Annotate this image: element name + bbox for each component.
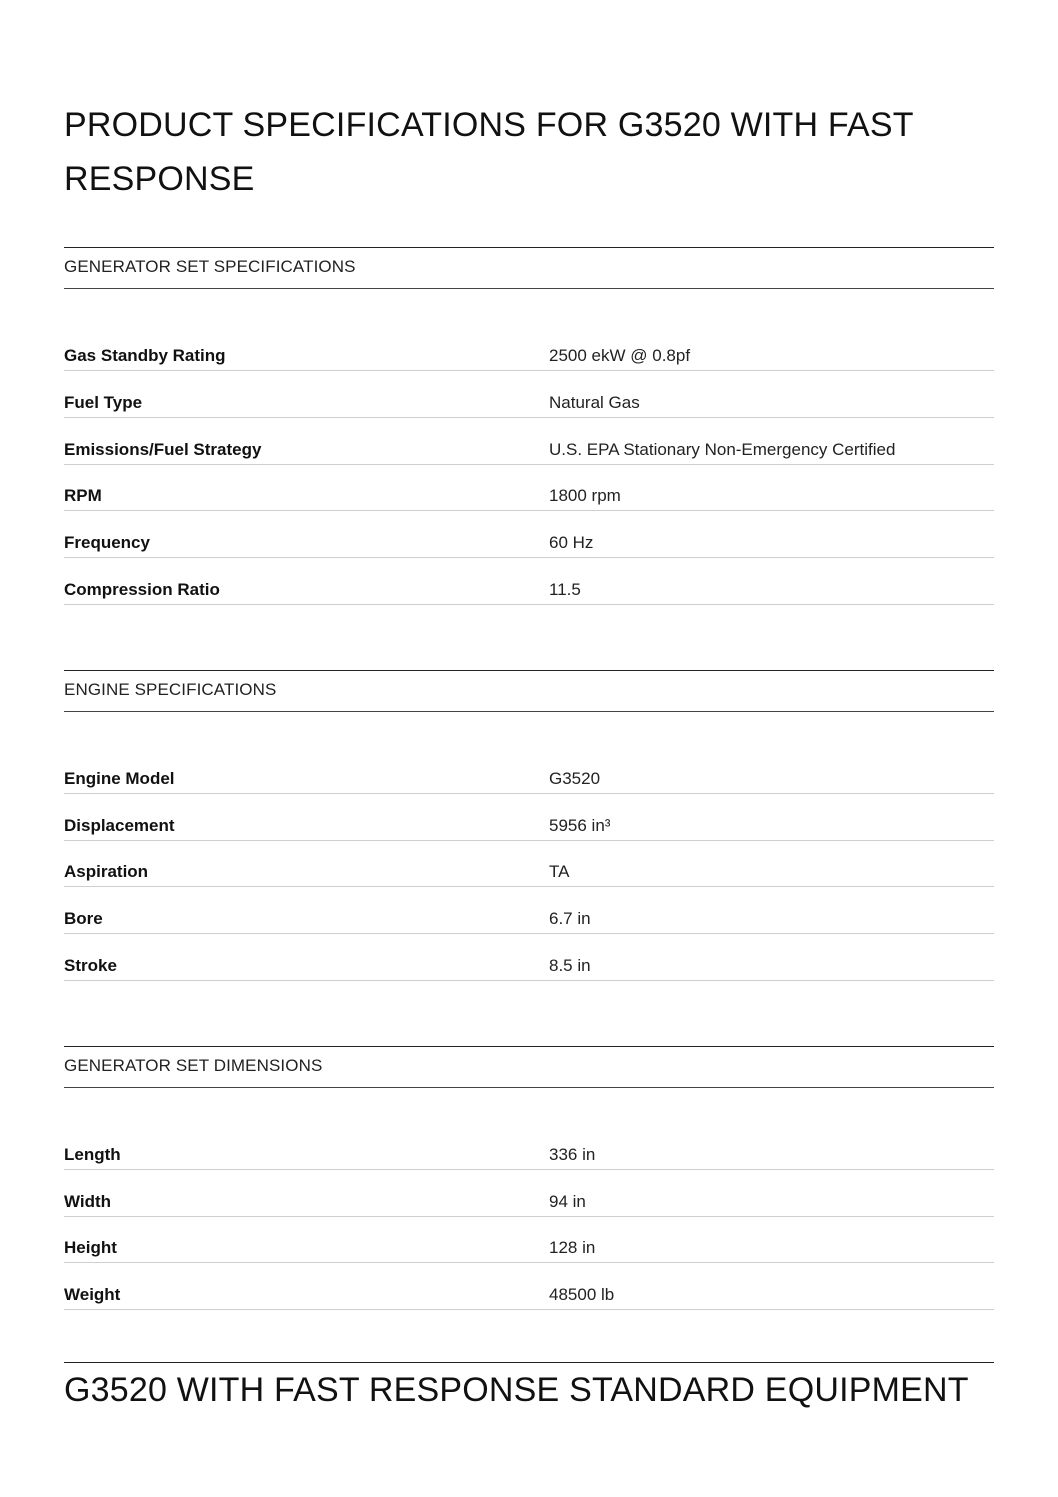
spec-row-stroke (64, 956, 994, 981)
spec-label: Engine Model (64, 769, 175, 788)
standard-equipment-title: G3520 WITH FAST RESPONSE STANDARD EQUIPMENT (64, 1371, 969, 1409)
spec-label: Length (64, 1145, 121, 1164)
spec-row-displacement (64, 816, 994, 841)
spec-row-length (64, 1145, 994, 1170)
spec-row-frequency (64, 533, 994, 558)
spec-row-weight (64, 1285, 994, 1310)
spec-value: 5956 in³ (549, 816, 611, 835)
spec-label: Fuel Type (64, 393, 143, 412)
spec-value: 1800 rpm (549, 486, 621, 505)
section-header-generator-set-specifications (64, 247, 994, 289)
spec-row-engine-model (64, 769, 994, 794)
spec-value: 94 in (549, 1192, 586, 1211)
spec-value: TA (549, 862, 570, 881)
spec-label: Bore (64, 909, 103, 928)
spec-value: 11.5 (549, 580, 581, 599)
spec-row-height (64, 1238, 994, 1263)
spec-label: RPM (64, 486, 102, 505)
spec-label: Width (64, 1192, 112, 1211)
page-title: PRODUCT SPECIFICATIONS FOR G3520 WITH FAST RESPONSE (64, 106, 914, 198)
section-heading: ENGINE SPECIFICATIONS (64, 680, 277, 699)
spec-value: 60 Hz (549, 533, 594, 552)
spec-value: 48500 lb (549, 1285, 615, 1304)
section-header-engine-specifications (64, 670, 994, 712)
spec-label: Weight (64, 1285, 121, 1304)
spec-row-aspiration (64, 862, 994, 887)
spec-row-width (64, 1192, 994, 1217)
spec-value: 6.7 in (549, 909, 591, 928)
spec-value: 2500 ekW @ 0.8pf (549, 346, 691, 365)
spec-label: Gas Standby Rating (64, 346, 226, 365)
spec-row-fuel-type (64, 393, 994, 418)
spec-value: U.S. EPA Stationary Non-Emergency Certified (549, 440, 896, 459)
footer-divider (64, 1362, 994, 1363)
spec-row-emissions-fuel-strategy (64, 440, 994, 465)
section-header-generator-set-dimensions (64, 1046, 994, 1088)
spec-row-compression-ratio (64, 580, 994, 605)
spec-row-bore (64, 909, 994, 934)
spec-label: Stroke (64, 956, 117, 975)
spec-label: Emissions/Fuel Strategy (64, 440, 262, 459)
spec-label: Compression Ratio (64, 580, 220, 599)
spec-label: Height (64, 1238, 117, 1257)
spec-value: Natural Gas (549, 393, 640, 412)
spec-value: 128 in (549, 1238, 596, 1257)
spec-value: G3520 (549, 769, 601, 788)
spec-row-rpm (64, 486, 994, 511)
spec-label: Displacement (64, 816, 175, 835)
spec-value: 8.5 in (549, 956, 591, 975)
spec-label: Aspiration (64, 862, 149, 881)
spec-row-gas-standby-rating (64, 346, 994, 371)
section-heading: GENERATOR SET SPECIFICATIONS (64, 257, 356, 276)
spec-label: Frequency (64, 533, 150, 552)
section-heading: GENERATOR SET DIMENSIONS (64, 1056, 323, 1075)
spec-value: 336 in (549, 1145, 596, 1164)
